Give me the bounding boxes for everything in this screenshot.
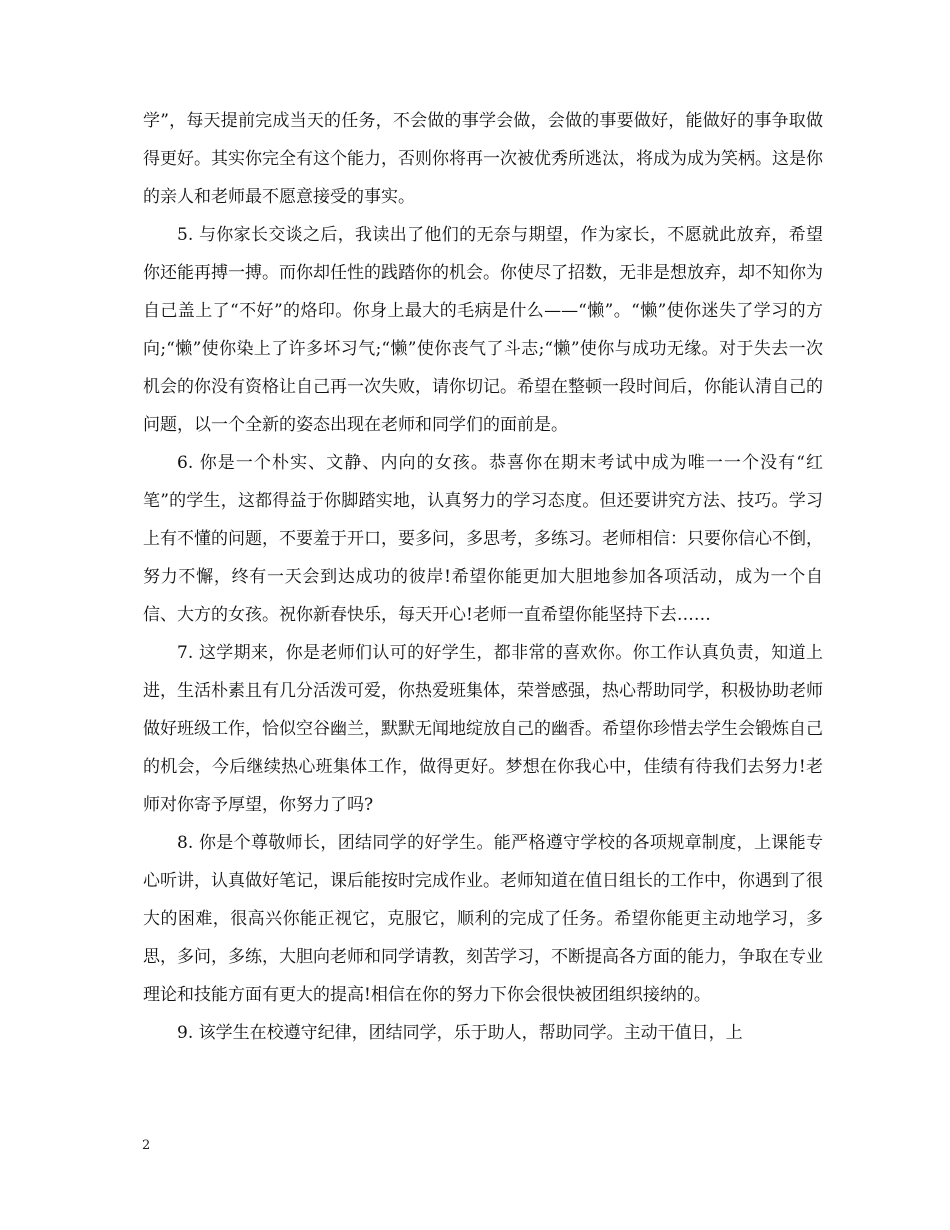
document-body [143,102,823,1052]
paragraph-comment-7: 7. 这学期来，你是老师们认可的好学生，都非常的喜欢你。你工作认真负责，知道上进，生活朴素且有几分活泼可爱，你热爱班集体，荣誉感强，热心帮助同学，积极协助老师做好班级工作，恰似空谷幽兰，默默无闻地绽放自己的幽香。希望你珍惜去学生会锻炼自己的机会，今后继续热心班集体工作，做得更好。梦想在你我心中，佳绩有待我们去努力!老师对你寄予厚望，你努力了吗? [143,643,823,815]
paragraph-comment-6: 6. 你是一个朴实、文静、内向的女孩。恭喜你在期末考试中成为唯一一个没有“红笔”的学生，这都得益于你脚踏实地，认真努力的学习态度。但还要讲究方法、技巧。学习上有不懂的问题，不要羞于开口，要多问，多思考，多练习。老师相信：只要你信心不倒，努力不懈，终有一天会到达成功的彼岸!希望你能更加大胆地参加各项活动，成为一个自信、大方的女孩。祝你新春快乐，每天开心!老师一直希望你能坚持下去…… [143,453,823,625]
paragraph-comment-5: 5. 与你家长交谈之后，我读出了他们的无奈与期望，作为家长，不愿就此放弃，希望你还能再搏一搏。而你却任性的践踏你的机会。你使尽了招数，无非是想放弃，却不知你为自己盖上了“不好”的烙印。你身上最大的毛病是什么——“懒”。“懒”使你迷失了学习的方向;“懒”使你染上了许多坏习气;“懒”使你丧气了斗志;“懒”使你与成功无缘。对于失去一次机会的你没有资格让自己再一次失败，请你切记。希望在整顿一段时间后，你能认清自己的问题，以一个全新的姿态出现在老师和同学们的面前是。 [143,225,823,435]
paragraph-comment-9: 9. 该学生在校遵守纪律，团结同学，乐于助人，帮助同学。主动干值日，上 [177,1023,743,1043]
page-number: 2 [142,1138,151,1153]
paragraph-continuation: 学”，每天提前完成当天的任务，不会做的事学会做，会做的事要做好，能做好的事争取做得更好。其实你完全有这个能力，否则你将再一次被优秀所逃汰，将成为成为笑柄。这是你的亲人和老师最不愿意接受的事实。 [143,111,823,207]
paragraph-comment-8: 8. 你是个尊敬师长，团结同学的好学生。能严格遵守学校的各项规章制度，上课能专心听讲，认真做好笔记，课后能按时完成作业。老师知道在值日组长的工作中，你遇到了很大的困难，很高兴你能正视它，克服它，顺利的完成了任务。希望你能更主动地学习，多思，多问，多练，大胆向老师和同学请教，刻苦学习，不断提高各方面的能力，争取在专业理论和技能方面有更大的提高!相信在你的努力下你会很快被团组织接纳的。 [143,833,823,1005]
